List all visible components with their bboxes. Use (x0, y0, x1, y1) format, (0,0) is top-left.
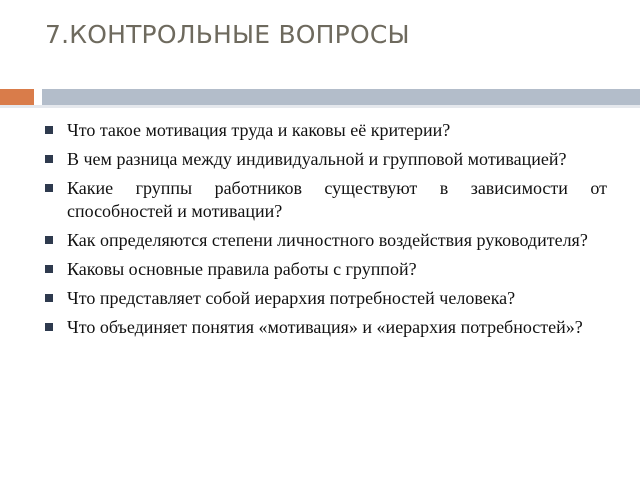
list-item (45, 316, 607, 339)
list-item (45, 287, 607, 310)
question-text: В чем разница между индивидуальной и групповой мотивацией? (67, 149, 567, 169)
question-list (45, 119, 607, 345)
bullet-square-icon (45, 184, 53, 192)
accent-bar (0, 89, 34, 105)
header-divider-shadow (0, 105, 640, 108)
list-item (45, 258, 607, 281)
bullet-square-icon (45, 294, 53, 302)
bullet-square-icon (45, 265, 53, 273)
bullet-square-icon (45, 323, 53, 331)
bullet-square-icon (45, 126, 53, 134)
question-text: Как определяются степени личностного воздействия руководителя? (67, 230, 588, 250)
list-item (45, 229, 607, 252)
bullet-square-icon (45, 236, 53, 244)
list-item (45, 177, 607, 223)
list-item (45, 148, 607, 171)
header-divider (42, 89, 640, 105)
bullet-square-icon (45, 155, 53, 163)
slide-title: 7.КОНТРОЛЬНЫЕ ВОПРОСЫ (45, 20, 410, 49)
question-text: Что объединяет понятия «мотивация» и «иерархия потребностей»? (67, 317, 583, 337)
question-text: Что такое мотивация труда и каковы её критерии? (67, 120, 451, 140)
question-text: Что представляет собой иерархия потребностей человека? (67, 288, 516, 308)
question-text: Каковы основные правила работы с группой? (67, 259, 417, 279)
question-text: Какие группы работников существуют в зависимости от способностей и мотивации? (67, 178, 607, 221)
list-item (45, 119, 607, 142)
